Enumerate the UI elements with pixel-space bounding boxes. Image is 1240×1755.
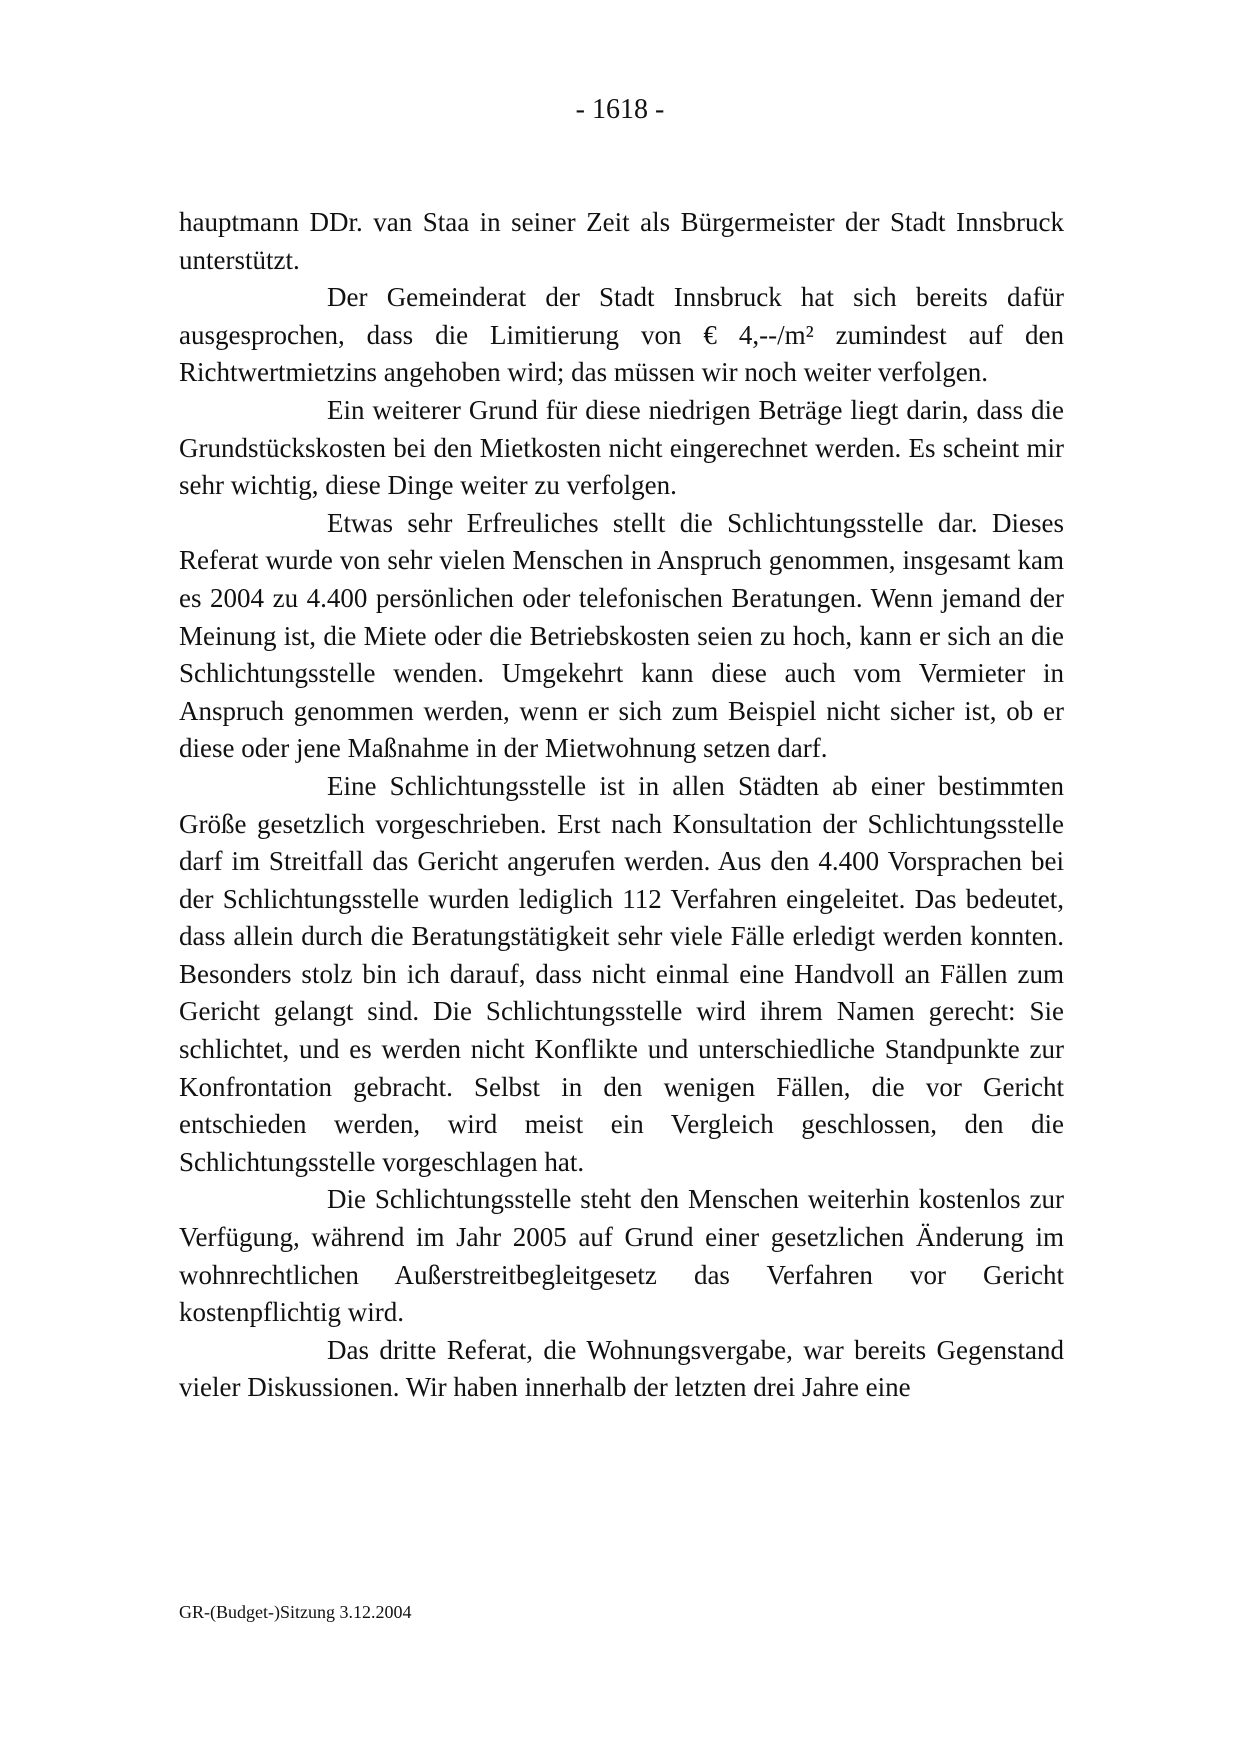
paragraph: Eine Schlichtungsstelle ist in allen Städten ab einer bestimmten Größe gesetzlich vorgeschrieben. Erst nach Konsultation der Schlichtungsstelle darf im Streitfall das Gericht angerufen werden. Aus den 4.400 Vorsprachen bei der Schlichtungsstelle wurden lediglich 112 Verfahren eingeleitet. Das bedeutet, dass allein durch die Beratungstätigkeit sehr viele Fälle erledigt werden konnten. Besonders stolz bin ich darauf, dass nicht einmal eine Handvoll an Fällen zum Gericht gelangt sind. Die Schlichtungsstelle wird ihrem Namen gerecht: Sie schlichtet, und es werden nicht Konflikte und unterschiedliche Standpunkte zur Konfrontation gebracht. Selbst in den wenigen Fällen, die vor Gericht entschieden werden, wird meist ein Vergleich geschlossen, den die Schlichtungsstelle vorgeschlagen hat. xyxy=(179,770,1064,1177)
paragraph: Ein weiterer Grund für diese niedrigen Beträge liegt darin, dass die Grundstückskosten bei den Mietkosten nicht eingerechnet werden. Es scheint mir sehr wichtig, diese Dinge weiter zu verfolgen. xyxy=(179,394,1064,501)
paragraph: Die Schlichtungsstelle steht den Menschen weiterhin kostenlos zur Verfügung, während im Jahr 2005 auf Grund einer gesetzlichen Änderung im wohnrechtlichen Außerstreitbegleitgesetz das Verfahren vor Gericht kostenpflichtig wird. xyxy=(179,1184,1064,1328)
paragraph: Der Gemeinderat der Stadt Innsbruck hat sich bereits dafür ausgesprochen, dass die Limitierung von € 4,--/m² zumindest auf den Richtwertmietzins angehoben wird; das müssen wir noch weiter verfolgen. xyxy=(179,282,1064,388)
paragraph: Das dritte Referat, die Wohnungsvergabe, war bereits Gegenstand vieler Diskussionen. Wir haben innerhalb der letzten drei Jahre eine xyxy=(179,1334,1064,1403)
body-text xyxy=(179,204,1064,1407)
page-number: - 1618 - xyxy=(575,94,665,125)
paragraph: hauptmann DDr. van Staa in seiner Zeit als Bürgermeister der Stadt Innsbruck unterstützt. xyxy=(179,207,1064,275)
paragraph: Etwas sehr Erfreuliches stellt die Schlichtungsstelle dar. Dieses Referat wurde von sehr vielen Menschen in Anspruch genommen, insgesamt kam es 2004 zu 4.400 persönlichen oder telefonischen Beratungen. Wenn jemand der Meinung ist, die Miete oder die Betriebskosten seien zu hoch, kann er sich an die Schlichtungsstelle wenden. Umgekehrt kann diese auch vom Vermieter in Anspruch genommen werden, wenn er sich zum Beispiel nicht sicher ist, ob er diese oder jene Maßnahme in der Mietwohnung setzen darf. xyxy=(179,507,1064,764)
footer-session-label: GR-(Budget-)Sitzung 3.12.2004 xyxy=(179,1602,412,1622)
